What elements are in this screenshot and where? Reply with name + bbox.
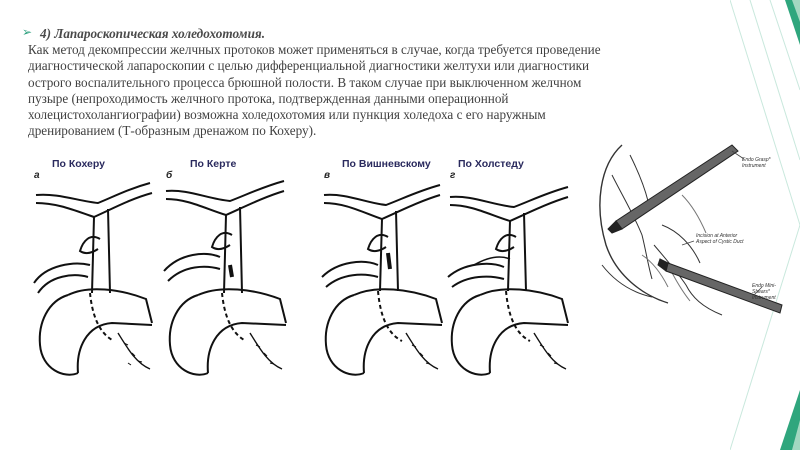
figure-label: По Вишневскому xyxy=(342,158,431,170)
paragraph-line: острого воспалительного процесса брюшной полости. В таком случае при выключенном желчном xyxy=(28,74,582,90)
anatomy-drawing xyxy=(318,173,446,383)
figure-letter: г xyxy=(450,170,456,181)
paragraph-line: холецистохолангиографии) возможна холедохотомия или пункция холедоха с его наружным xyxy=(28,107,546,123)
figure-label: По Керте xyxy=(190,158,237,170)
laparoscopy-illustration xyxy=(582,135,790,320)
figure-kocher xyxy=(28,158,156,383)
paragraph-line: пузыре (непроходимость желчного протока, подтвержденная данными операционной xyxy=(28,90,509,106)
paragraph-line: диагностической лапароскопии с целью дифференциальной диагностики желтухи или диагностики xyxy=(28,58,590,74)
slide-text xyxy=(28,26,708,139)
anatomy-drawing xyxy=(28,173,156,383)
figure-letter: а xyxy=(34,170,40,181)
slide-heading: 4) Лапароскопическая холедохотомия. xyxy=(40,26,266,41)
arrow-bullet-icon: ➢ xyxy=(22,25,33,39)
figure-label: По Холстеду xyxy=(458,158,524,170)
photo-label-grasper: Endo Grasp* Instrument xyxy=(742,157,771,169)
paragraph-line: дренированием (Т-образным дренажом по Кохеру). xyxy=(28,123,317,139)
paragraph-line: Как метод декомпрессии желчных протоков может применяться в случае, когда требуется проведение xyxy=(28,42,601,58)
anatomy-drawing xyxy=(444,173,572,383)
figure-letter: в xyxy=(324,170,331,181)
slide-paragraph xyxy=(28,42,708,139)
figure-vishnevsky xyxy=(318,158,446,383)
figure-label: По Кохеру xyxy=(52,158,105,170)
figure-halsted xyxy=(444,158,572,383)
photo-label-shears: Endo Mini-Shears* Instrument xyxy=(752,283,776,301)
figure-letter: б xyxy=(166,170,173,181)
figure-kehr xyxy=(160,158,288,383)
photo-label-incision: Incision at Anterior Aspect of Cystic Duct xyxy=(696,233,744,245)
anatomy-drawing xyxy=(160,173,288,383)
